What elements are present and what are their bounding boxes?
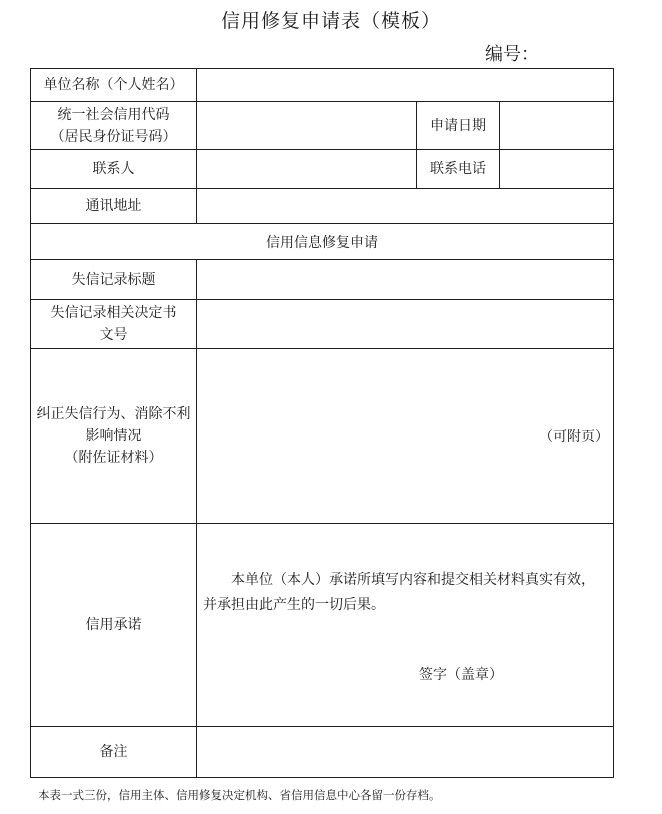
remarks-label: 备注 <box>31 727 197 778</box>
apply-date-label: 申请日期 <box>417 102 500 150</box>
pledge-field <box>197 524 614 727</box>
attach-note: （可附页） <box>539 429 609 445</box>
correction-label-line1: 纠正失信行为、消除不利 <box>36 406 191 422</box>
application-form-table <box>30 68 614 778</box>
credit-code-label-line1: 统一社会信用代码 <box>57 106 170 123</box>
signature-label: 签字（盖章） <box>419 667 503 683</box>
credit-code-field[interactable] <box>197 102 417 150</box>
contact-phone-field[interactable] <box>500 150 614 189</box>
address-field[interactable] <box>197 189 614 224</box>
unit-name-label: 单位名称（个人姓名） <box>31 69 197 102</box>
credit-code-label-line2: （居民身份证号码） <box>50 128 177 145</box>
decision-doc-label-line1: 失信记录相关决定书 <box>50 305 177 321</box>
form-title: 信用修复申请表（模板） <box>220 10 441 32</box>
form-number-label: 编号： <box>485 44 539 65</box>
pledge-label: 信用承诺 <box>31 524 197 727</box>
section-title: 信用信息修复申请 <box>31 224 614 260</box>
decision-doc-label-line2: 文号 <box>99 327 128 343</box>
apply-date-field[interactable] <box>500 102 614 150</box>
contact-field[interactable] <box>197 150 417 189</box>
remarks-field[interactable] <box>197 727 614 778</box>
footnote: 本表一式三份，信用主体、信用修复决定机构、省信用信息中心各留一份存档。 <box>38 788 441 802</box>
correction-label <box>31 349 197 524</box>
unit-name-field[interactable] <box>197 69 614 102</box>
contact-label: 联系人 <box>31 150 197 189</box>
correction-label-line3: （附佐证材料） <box>64 450 163 466</box>
contact-phone-label: 联系电话 <box>417 150 500 189</box>
pledge-text: 本单位（本人）承诺所填写内容和提交相关材料真实有效，并承担由此产生的一切后果。 <box>203 572 595 613</box>
address-label: 通讯地址 <box>31 189 197 224</box>
decision-doc-label <box>31 300 197 349</box>
correction-field[interactable] <box>197 349 614 524</box>
decision-doc-field[interactable] <box>197 300 614 349</box>
record-title-label: 失信记录标题 <box>31 260 197 300</box>
record-title-field[interactable] <box>197 260 614 300</box>
credit-code-label <box>31 102 197 150</box>
correction-label-line2: 影响情况 <box>85 428 142 444</box>
